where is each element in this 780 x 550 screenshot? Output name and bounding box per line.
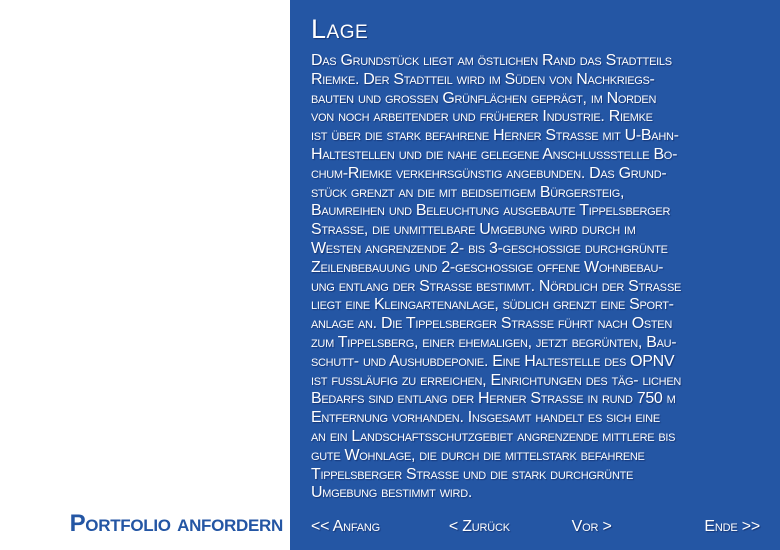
nav-first-button[interactable]: << Anfang [311, 518, 381, 535]
text-line: Tippelsberger Straße und die stark durchgrünte [311, 465, 634, 483]
text-line: Bedarfs sind entlang der Herner Straße in rund 750 m [311, 390, 676, 408]
nav-previous-button[interactable]: < Zurück [448, 518, 510, 535]
text-line: bauten und großen Grünflächen geprägt, im Norden [311, 89, 657, 107]
text-line: stück grenzt an die mit beidseitigem Bürgersteig, [311, 183, 625, 201]
portfolio-anfordern-button[interactable]: Portfolio anfordern [69, 510, 283, 537]
nav-cell-next [536, 517, 648, 536]
text-line: Zeilenbebauung und 2-geschossige offene Wohnbebau- [311, 258, 664, 276]
page-title: Lage [311, 14, 369, 44]
text-line: Straße, die unmittelbare Umgebung wird durch im [311, 221, 636, 239]
text-line: Das Grundstück liegt am östlichen Rand das Stadtteils [311, 52, 672, 69]
text-line: ung entlang der Straße bestimmt. Nördlich der Straße [311, 277, 682, 295]
text-line: Westen angrenzende 2- bis 3-geschossige durchgrünte [311, 239, 668, 257]
text-line: schutt- und Aushubdeponie. Eine Haltestelle des OPNV [311, 352, 675, 370]
text-line: Baumreihen und Beleuchtung ausgebaute Tippelsberger [311, 202, 671, 220]
text-line: liegt eine Kleingartenanlage, südlich grenzt eine Sport- [311, 296, 674, 314]
content-panel [290, 0, 780, 550]
text-line: Umgebung bestimmt wird. [311, 484, 472, 502]
nav-cell-prev [423, 517, 535, 536]
text-line: zum Tippelsberg, einer ehemaligen, jetzt begrünten, Bau- [311, 333, 677, 351]
text-line: Haltestellen und die nahe gelegene Anschlussstelle Bo- [311, 145, 678, 163]
location-description-text [311, 52, 775, 503]
text-line: anlage an. Die Tippelsberger Straße führt nach Osten [311, 315, 672, 333]
text-line: an ein Landschaftsschutzgebiet angrenzende mittlere bis [311, 427, 676, 445]
nav-cell-first [311, 517, 423, 536]
nav-last-button[interactable]: Ende >> [704, 518, 760, 535]
text-line: Entfernung vorhanden. Insgesamt handelt es sich eine [311, 409, 660, 427]
text-line: ist über die stark befahrene Herner Straße mit U-Bahn- [311, 127, 679, 145]
text-line: von noch arbeitender und früherer Industrie. Riemke [311, 108, 653, 126]
text-line: gute Wohnlage, die durch die mittelstark befahrene [311, 446, 645, 464]
text-line: Riemke. Der Stadtteil wird im Süden von Nachkriegs- [311, 70, 655, 88]
pagination-nav [311, 517, 760, 536]
text-line: chum-Riemke verkehrsgünstig angebunden. Das Grund- [311, 164, 667, 182]
nav-next-button[interactable]: Vor > [571, 518, 612, 535]
left-sidebar [0, 0, 290, 550]
text-line: ist fußläufig zu erreichen, Einrichtungen des täg- lichen [311, 371, 681, 389]
nav-cell-last [648, 517, 760, 536]
